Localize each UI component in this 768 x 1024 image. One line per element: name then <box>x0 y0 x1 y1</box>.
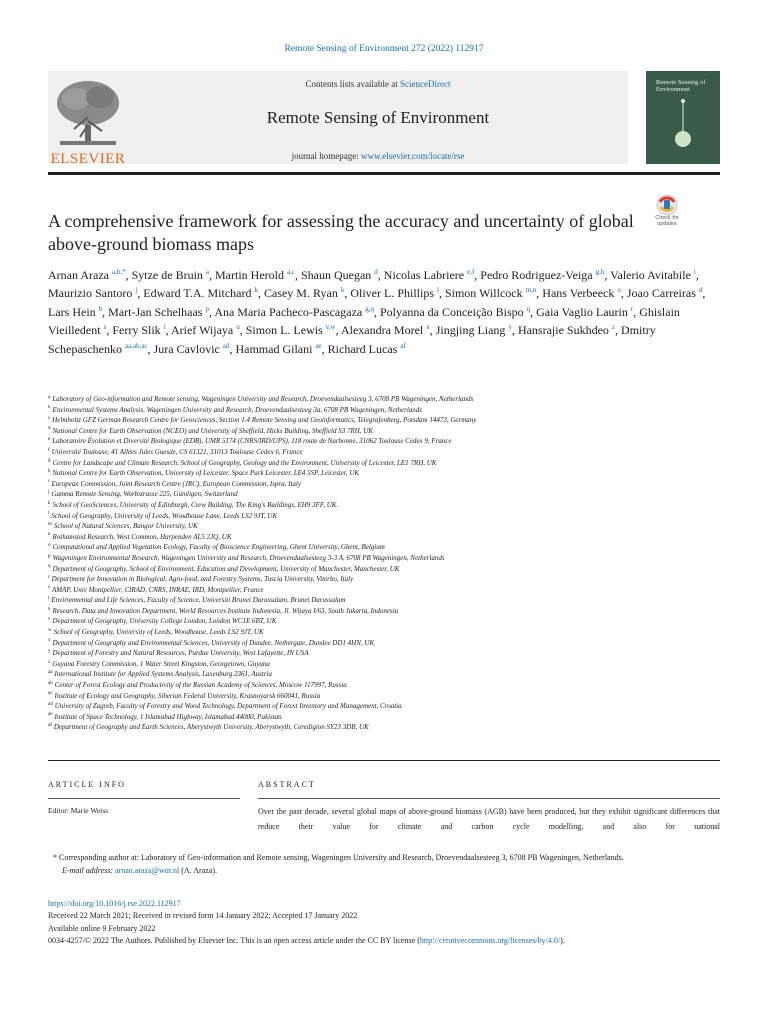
check-for-updates-badge[interactable] <box>648 194 686 232</box>
author-affiliation-marker[interactable]: z <box>611 323 616 332</box>
affiliation-item <box>48 511 720 522</box>
author-name: Arief Wijaya <box>170 323 234 338</box>
contents-line <box>128 79 628 89</box>
affiliation-key: v <box>48 617 51 623</box>
author-name: Ana Maria Pacheco-Pascagaza <box>214 304 363 319</box>
affiliation-key: q <box>48 564 51 570</box>
author[interactable] <box>48 305 102 319</box>
abstract-paragraph: Over the past decade, several global maps of above-ground biomass (AGB) have been produced, but they exhibit significant differences that reduce their value for climate and carbon cycle modelling, and also for national <box>258 807 720 831</box>
affiliation-key: h <box>48 468 51 474</box>
author-list: Arnan Araza $^{a,b,*}$, Sytze de Bruin $^a$, Martin Herold $^{a,c}$, Shaun Quegan $^d$, Nicolas Labriere $^{e,f}$, Pedro Rodriguez-Veiga $^{g,h}$, Valerio Avitabile $^i$, Maurizio Santoro $^j$, Edward T.A. Mitchard $^k$, Casey M. Ryan $^k$, Oliver L. Phillips $^l$, Simon Willcock $^{m,n}$, Hans Verbeeck $^o$, Joao Carreiras $^d$, Lars Hein $^b$, Mart-Jan Schelhaas $^p$, Ana Maria Pacheco-Pascagaza $^{g,q}$, Polyanna da Conceição Bispo $^q$, Gaia Vaglio Laurin $^r$, Ghislain Vieilledent $^s$, Ferry Slik $^t$, Arief Wijaya $^u$, Simon L. Lewis $^{v,w}$, Alexandra Morel $^x$, Jingjing Liang $^y$, Hansrajie Sukhdeo $^z$, Dmitry Schepaschenko $^{aa,ab,ac}$, Jura Cavlovic $^{ad}$, Hammad Gilani $^{ae}$, Richard Lucas $^{af}$ <box>48 268 706 356</box>
affiliation-item <box>48 722 720 733</box>
affiliation-key: z <box>48 659 51 665</box>
author-name: Hammad Gilani <box>235 341 313 356</box>
affiliation-item <box>48 616 720 627</box>
email-line <box>48 865 720 878</box>
received-dates: Received 22 March 2021; Received in revised form 14 January 2022; Accepted 17 January 2022 <box>48 911 358 921</box>
author-affiliation-marker[interactable]: l <box>437 286 439 295</box>
affiliation-item <box>48 585 720 596</box>
affiliation-item <box>48 479 720 490</box>
elsevier-logo <box>48 71 128 167</box>
journal-cover-thumbnail <box>646 71 720 164</box>
author-name: Polyanna da Conceição Bispo <box>379 304 524 319</box>
author-name: Hansrajie Sukhdeo <box>517 323 609 338</box>
affiliation-item <box>48 405 720 416</box>
affiliation-item <box>48 415 720 426</box>
affiliation-key: m <box>48 521 52 527</box>
affiliation-key: e <box>48 437 51 443</box>
journal-title: Remote Sensing of Environment <box>266 108 490 127</box>
author-name: Oliver L. Phillips <box>350 286 435 301</box>
affiliation-key: ae <box>48 712 53 718</box>
affiliation-text: Centre for Landscape and Climate Research, School of Geography, Geology and the Environment, University of Leicester, LE1 7RH, UK <box>52 458 437 467</box>
author-affiliation-marker[interactable]: g,h <box>595 268 605 276</box>
author-affiliation-marker[interactable]: u <box>236 323 240 332</box>
affiliation-key: y <box>48 648 51 654</box>
contents-prefix: Contents lists available at <box>305 79 400 89</box>
affiliation-key: d <box>48 426 51 432</box>
affiliation-text: International Institute for Applied Systems Analysis, Laxenburg 2361, Austria <box>54 670 272 679</box>
author-name: Simon Willcock <box>444 286 523 301</box>
author-affiliation-marker[interactable]: j <box>135 286 138 295</box>
author[interactable] <box>171 323 240 337</box>
header-rule <box>48 172 720 175</box>
author-affiliation-marker[interactable]: t <box>163 323 166 332</box>
homepage-line <box>128 151 628 161</box>
author-affiliation-marker[interactable]: e,f <box>467 268 475 276</box>
author[interactable] <box>246 323 336 337</box>
affiliation-key: u <box>48 606 51 612</box>
doi-link[interactable]: https://doi.org/10.1016/j.rse.2022.112917 <box>48 899 181 908</box>
article-info-heading: ARTICLE INFO <box>48 780 126 789</box>
affiliation-key: c <box>48 415 51 421</box>
author-name: Hans Verbeeck <box>542 286 615 301</box>
affiliation-text: National Centre for Earth Observation, University of Leicester, Space Park Leicester, LE4 5SP, Leicester, UK <box>52 469 360 478</box>
affiliation-key: ab <box>48 680 53 686</box>
affiliation-text: Department for Innovation in Biological, Agro-food, and Forestry Systems, Tuscia University, Viterbo, Italy <box>51 575 354 584</box>
email-suffix: (A. Araza). <box>179 865 218 875</box>
affiliation-item <box>48 521 720 532</box>
author-affiliation-marker[interactable]: s <box>103 323 107 332</box>
author-name: Ghislain Vieilledent <box>48 304 680 338</box>
section-rule <box>48 760 720 761</box>
affiliation-text: Helmholtz GFZ German Research Centre for Geosciences, Section 1.4 Remote Sensing and Geoinformatics, Telegrafenberg, Potsdam 14473, Germany <box>52 416 477 425</box>
affiliation-text: Laboratory of Geo-information and Remote sensing, Wageningen University and Research, Droevendaalsesteeg 3, 6708 PB Wageningen, Netherlands <box>52 395 474 403</box>
author[interactable] <box>108 305 209 319</box>
publication-info <box>48 898 720 947</box>
affiliation-text: Institute of Space Technology, 1 Islamabad Highway, Islamabad 44000, Pakistan <box>54 712 282 721</box>
author[interactable] <box>536 305 633 319</box>
abstract-text <box>258 804 720 834</box>
affiliation-text: Department of Geography, School of Environment, Education and Development, University of Manchester, Manchester, UK <box>52 564 400 573</box>
check-updates-icon <box>648 194 686 216</box>
affiliation-text: Research, Data and Innovation Department, World Resources Institute Indonesia, Jl. Wijaya I/63, South Jakarta, Indonesia <box>52 606 399 615</box>
author-affiliation-marker[interactable]: a,b,* <box>111 268 126 276</box>
affiliation-text: Université Toulouse, 41 Allées Jules Guesde, CS 61321, 31013 Toulouse Cedex 6, France <box>51 447 303 456</box>
affiliation-key: a <box>48 394 51 400</box>
affiliation-item <box>48 489 720 500</box>
affiliation-key: aa <box>48 670 53 676</box>
paper-title: A comprehensive framework for assessing the accuracy and uncertainty of global above-ground biomass maps <box>48 211 634 254</box>
editor-line: Editor: Marie Weiss <box>48 806 109 815</box>
author-affiliation-marker[interactable]: a,c <box>287 268 295 276</box>
author-name: Nicolas Labriere <box>383 268 465 282</box>
author-affiliation-marker[interactable]: o <box>617 286 621 295</box>
author-name: Sytze de Bruin <box>131 268 203 282</box>
journal-citation[interactable]: Remote Sensing of Environment 272 (2022) 112917 <box>284 44 484 54</box>
affiliation-key: p <box>48 553 51 559</box>
author-name: Shaun Quegan <box>300 268 372 282</box>
affiliation-text: National Centre for Earth Observation (NCEO) and University of Sheffield, Hicks Building, Sheffield S3 7RH, UK <box>52 426 374 435</box>
affiliation-item <box>48 701 720 712</box>
author[interactable] <box>48 286 137 300</box>
author[interactable] <box>328 342 406 356</box>
affiliation-item <box>48 500 720 511</box>
author-affiliation-marker[interactable]: d <box>374 268 378 276</box>
affiliation-item <box>48 447 720 458</box>
affiliation-text: School of Geography, University of Leeds, Woodhouse Lane, Leeds LS2 9JT, UK <box>51 511 278 520</box>
affiliation-key: b <box>48 405 51 411</box>
affiliation-item <box>48 574 720 585</box>
affiliation-text: School of GeoSciences, University of Edinburgh, Crew Building, The King's Buildings, EH9 3FF, UK. <box>52 500 339 509</box>
affiliation-text: Department of Forestry and Natural Resources, Purdue University, West Lafayette, IN USA <box>52 649 309 658</box>
author-name: Valerio Avitabile <box>610 268 691 282</box>
affiliation-text: AMAP, Univ Montpellier, CIRAD, CNRS, INRAE, IRD, Montpellier, France <box>51 585 264 594</box>
author-name: Mart-Jan Schelhaas <box>108 304 203 319</box>
author[interactable] <box>235 342 321 356</box>
affiliation-text: Computational and Applied Vegetation Ecology, Faculty of Bioscience Engineering, Ghent University, Ghent, Belgium <box>52 543 385 552</box>
author-name: Edward T.A. Mitchard <box>143 286 252 301</box>
affiliation-item <box>48 426 720 437</box>
author[interactable] <box>143 286 258 300</box>
affiliation-key: s <box>48 585 50 591</box>
affiliation-text: School of Natural Sciences, Bangor University, UK <box>53 522 198 531</box>
affiliation-text: Department of Geography and Earth Sciences, Aberystwyth University, Aberystwyth, Ceredigion SY23 3DB, UK <box>53 723 369 732</box>
affiliation-item <box>48 595 720 606</box>
sciencedirect-link[interactable]: ScienceDirect <box>400 79 451 89</box>
author[interactable] <box>445 286 536 300</box>
license-prefix: 0034-4257/© 2022 The Authors. Published by Elsevier Inc. This is an open access article under the CC BY license ( <box>48 935 420 945</box>
author-affiliation-marker[interactable]: b <box>98 304 103 313</box>
author[interactable] <box>264 286 344 300</box>
author-name: Dmitry Schepaschenko <box>48 323 656 356</box>
author[interactable] <box>518 323 615 337</box>
author-name: Arnan Araza <box>48 268 109 282</box>
email-label: E-mail address: <box>62 865 114 875</box>
author[interactable] <box>301 268 378 282</box>
author-name: Jingjing Liang <box>435 323 506 338</box>
author[interactable] <box>341 323 430 337</box>
affiliation-text: Institute of Ecology and Geography, Siberian Federal University, Krasnoyarsk 660041, Russia <box>54 691 321 700</box>
affiliation-text: Department of Geography and Environmental Sciences, University of Dundee, Nethergate, Dundee DD1 4HN, UK <box>52 638 375 647</box>
affiliation-item <box>48 691 720 702</box>
author-name: Maurizio Santoro <box>48 286 133 301</box>
author[interactable] <box>542 286 621 300</box>
affiliation-key: f <box>48 447 50 453</box>
affiliation-key: t <box>48 595 50 601</box>
affiliation-key: w <box>48 627 52 633</box>
affiliation-text: Wageningen Environmental Research, Wageningen University and Research, Droevendaalsesteeg 3-3 A, 6708 PB Wageningen, Netherlands <box>52 553 445 562</box>
affiliation-item <box>48 627 720 638</box>
affiliation-text: European Commission, Joint Research Centre (JRC), European Commission, Ispra, Italy <box>51 479 301 488</box>
author-affiliation-marker[interactable]: aa,ab,ac <box>124 341 148 350</box>
author-affiliation-marker[interactable]: k <box>340 286 345 295</box>
author-name: Joao Carreiras <box>626 286 696 301</box>
author-name: Ferry Slik <box>112 323 161 338</box>
affiliation-key: o <box>48 542 51 548</box>
affiliation-key: ad <box>48 701 53 707</box>
author-name: Alexandra Morel <box>340 323 424 338</box>
author[interactable] <box>132 268 209 282</box>
author-affiliation-marker[interactable]: ae <box>315 341 322 350</box>
author-affiliation-marker[interactable]: d <box>698 286 703 295</box>
affiliation-item <box>48 659 720 670</box>
author-affiliation-marker[interactable]: y <box>508 323 512 332</box>
affiliation-text: Center of Forest Ecology and Productivity of the Russian Academy of Sciences, Moscow 117997, Russia <box>54 681 347 690</box>
affiliation-key: i <box>48 479 50 485</box>
affiliation-item <box>48 606 720 617</box>
license-line <box>48 935 720 947</box>
author-affiliation-marker[interactable]: af <box>400 341 406 350</box>
affiliation-item <box>48 680 720 691</box>
homepage-prefix: journal homepage: <box>291 151 362 161</box>
affiliation-key: af <box>48 723 52 729</box>
affiliation-text: Laboratoire Évolution et Diversité Biologique (EDB), UMR 5174 (CNRS/IRD/UPS), 118 route de Narbonne, 31062 Toulouse Cedex 9, France <box>52 437 452 446</box>
footnotes <box>48 852 720 877</box>
license-link[interactable]: http://creativecommons.org/licenses/by/4.0/ <box>419 935 561 945</box>
affiliation-key: j <box>48 490 50 496</box>
check-updates-label: Check for updates <box>655 215 679 227</box>
affiliation-key: ac <box>48 691 53 697</box>
author[interactable] <box>610 268 696 282</box>
affiliation-text: Environmental Systems Analysis, Wageningen University and Research, Droevendaalsesteeg 3a, 6708 PB Wageningen, Netherlands <box>52 405 423 414</box>
affiliation-text: Environmental and Life Sciences, Faculty of Science, Universiti Brunei Darussalam, Brunei Darussalam <box>51 596 346 605</box>
author[interactable] <box>480 268 604 282</box>
email-link[interactable]: arnan.araza@wur.nl <box>115 865 180 875</box>
affiliation-key: n <box>48 532 51 538</box>
author[interactable] <box>436 323 512 337</box>
affiliation-key: l <box>48 511 50 517</box>
author[interactable] <box>627 286 702 300</box>
available-online: Available online 9 February 2022 <box>48 923 156 933</box>
abstract-heading: ABSTRACT <box>258 780 316 789</box>
affiliation-item <box>48 542 720 553</box>
affiliation-item <box>48 458 720 469</box>
affiliation-text: Rothamsted Research, West Common, Harpenden AL5 2JQ, UK <box>52 532 232 541</box>
license-suffix: ). <box>560 935 565 945</box>
author-affiliation-marker[interactable]: q <box>526 304 531 313</box>
affiliation-key: r <box>48 574 50 580</box>
author-affiliation-marker[interactable]: a <box>205 268 210 276</box>
author-affiliation-marker[interactable]: v,w <box>325 323 336 332</box>
homepage-link[interactable]: www.elsevier.com/locate/rse <box>361 151 465 161</box>
affiliation-item <box>48 394 720 405</box>
author-affiliation-marker[interactable]: m,n <box>525 286 537 295</box>
affiliation-text: Guyana Forestry Commission, 1 Water Street Kingston, Georgetown, Guyana <box>52 659 270 668</box>
affiliation-text: University of Zagreb, Faculty of Forestry and Wood Technology, Department of Forest Inventory and Management, Croatia <box>54 702 402 711</box>
affiliation-item <box>48 436 720 447</box>
affiliation-text: Gamma Remote Sensing, Worbstrasse 225, Gümligen, Switzerland <box>51 490 238 499</box>
author-name: Pedro Rodriguez-Veiga <box>480 268 593 282</box>
author-name: Gaia Vaglio Laurin <box>536 304 628 319</box>
author-name: Lars Hein <box>48 304 96 319</box>
author-affiliation-marker[interactable]: ad <box>222 341 230 350</box>
affiliation-item <box>48 532 720 543</box>
affiliation-item <box>48 669 720 680</box>
affiliation-item <box>48 648 720 659</box>
author-name: Martin Herold <box>215 268 284 282</box>
author[interactable] <box>112 323 165 337</box>
author[interactable] <box>48 268 126 282</box>
affiliation-item <box>48 638 720 649</box>
article-info-rule <box>48 798 240 799</box>
affiliation-item <box>48 553 720 564</box>
abstract-rule <box>258 798 720 799</box>
author[interactable] <box>384 268 475 282</box>
author-name: Richard Lucas <box>327 341 398 356</box>
author[interactable] <box>154 342 230 356</box>
affiliation-item <box>48 468 720 479</box>
elsevier-tree-icon <box>52 77 124 149</box>
author[interactable] <box>380 305 530 319</box>
author-affiliation-marker[interactable]: g,q <box>365 304 374 313</box>
cover-title: Remote Sensing of Environment <box>656 79 706 94</box>
author[interactable] <box>350 286 439 300</box>
elsevier-wordmark: ELSEVIER <box>50 151 126 167</box>
affiliation-item <box>48 564 720 575</box>
affiliation-text: Department of Geography, University College London, London WC1E 6BT, UK <box>52 617 277 626</box>
author-name: Jura Cavlovic <box>153 341 220 356</box>
author-affiliation-marker[interactable]: r <box>630 304 634 313</box>
author-affiliation-marker[interactable]: k <box>254 286 258 295</box>
affiliation-key: g <box>48 458 51 464</box>
author-affiliation-marker[interactable]: x <box>426 323 430 332</box>
cover-graphic <box>646 71 720 164</box>
author[interactable] <box>214 305 374 319</box>
affiliation-item <box>48 712 720 723</box>
corresponding-author-note: * Corresponding author at: Laboratory of Geo-information and Remote sensing, Wageningen University and Research, Droevendaalsesteeg 3, 6708 PB Wageningen, Netherlands. <box>53 853 624 862</box>
author-affiliation-marker[interactable]: i <box>693 268 696 276</box>
author-name: Casey M. Ryan <box>263 286 338 301</box>
affiliation-key: x <box>48 638 51 644</box>
author[interactable] <box>215 268 295 282</box>
author-name: Simon L. Lewis <box>245 323 323 338</box>
author-affiliation-marker[interactable]: p <box>205 304 209 313</box>
affiliation-text: School of Geography, University of Leeds, Woodhouse, Leeds LS2 9JT, UK <box>53 628 264 637</box>
affiliation-key: k <box>48 500 51 506</box>
affiliation-list <box>48 394 720 733</box>
